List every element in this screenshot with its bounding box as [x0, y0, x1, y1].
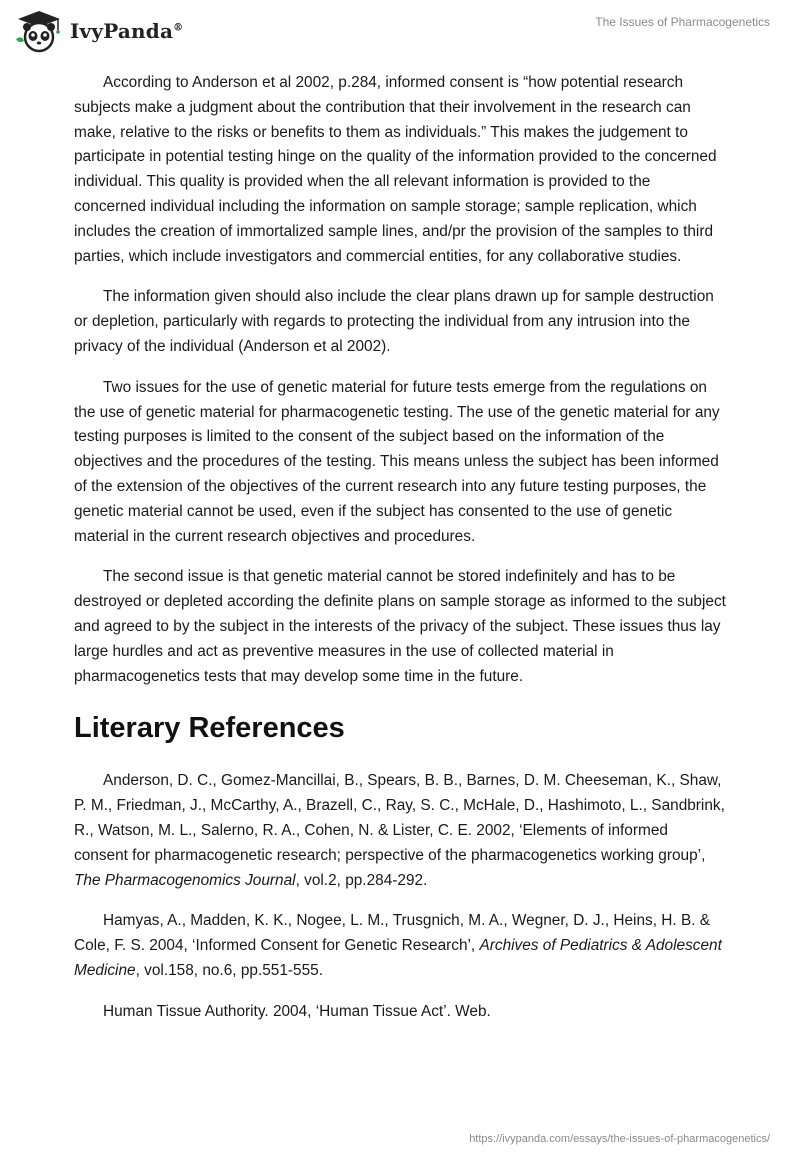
brand-logo[interactable]	[14, 6, 183, 56]
paragraph: The second issue is that genetic material cannot be stored indefinitely and has to be destroyed or depleted according the definite plans on sample storage as informed to the subject and agreed to by the subject in the interests of the privacy of the subject. These issues thus lay large hurdles and act as preventive measures in the use of collected material in pharmacogenetics tests that may develop some time in the future.	[74, 568, 726, 685]
references-heading: Literary References	[74, 712, 345, 745]
reference-item: Hamyas, A., Madden, K. K., Nogee, L. M., Trusgnich, M. A., Wegner, D. J., Heins, H. B. & Cole, F. S. 2004, ‘Informed Consent for Genetic Research’, Archives of Pediatrics & Adolescent Medicine, vol.158, no.6, pp.551-555.	[74, 912, 722, 979]
page-header	[0, 0, 800, 60]
journal-title: The Pharmacogenomics Journal	[74, 871, 296, 889]
paragraph: According to Anderson et al 2002, p.284, informed consent is “how potential research subjects make a judgment about the contribution that their involvement in the research can make, relative to the risks or benefits to them as individuals.” This makes the judgement to participate in potential testing hinge on the quality of the information provided to the concerned individual. This quality is provided when the all relevant information is provided to the concerned individual including the information on sample storage; sample replication, which includes the creation of immortalized sample lines, and/pr the provision of the samples to third parties, which include investigators and commercial entities, for any collaborative studies.	[74, 74, 717, 265]
paragraph: The information given should also include the clear plans drawn up for sample destruction or depletion, particularly with regards to protecting the individual from any intrusion into the privacy of the individual (Anderson et al 2002).	[74, 288, 714, 355]
article-body	[74, 71, 726, 1041]
journal-title: Archives of Pediatrics & Adolescent Medicine	[74, 937, 722, 979]
reference-item: Human Tissue Authority. 2004, ‘Human Tissue Act’. Web.	[103, 1002, 491, 1020]
paragraph: Two issues for the use of genetic material for future tests emerge from the regulations on the use of genetic material for pharmacogenetic testing. The use of the genetic material for any testing purposes is limited to the consent of the subject based on the information of the objectives and the procedures of the testing. This means unless the subject has been informed of the extension of the objectives of the current research into any future testing purposes, the genetic material cannot be used, even if the subject has consented to the use of genetic material in the current research objectives and procedures.	[74, 378, 720, 545]
reference-item: Anderson, D. C., Gomez-Mancillai, B., Spears, B. B., Barnes, D. M. Cheeseman, K., Shaw, P. M., Friedman, J., McCarthy, A., Brazell, C., Ray, S. C., McHale, D., Hashimoto, L., Sandbrink, R., Watson, M. L., Salerno, R. A., Cohen, N. & Lister, C. E. 2002, ‘Elements of informed consent for pharmacogenetic research; perspective of the pharmacogenetics working group’, The Pharmacogenomics Journal, vol.2, pp.284-292.	[74, 772, 725, 889]
source-url[interactable]: https://ivypanda.com/essays/the-issues-of-pharmacogenetics/	[469, 1133, 770, 1145]
brand-name: IvyPanda®	[70, 19, 184, 43]
panda-logo-icon	[14, 9, 64, 53]
document-title: The Issues of Pharmacogenetics	[595, 15, 770, 29]
